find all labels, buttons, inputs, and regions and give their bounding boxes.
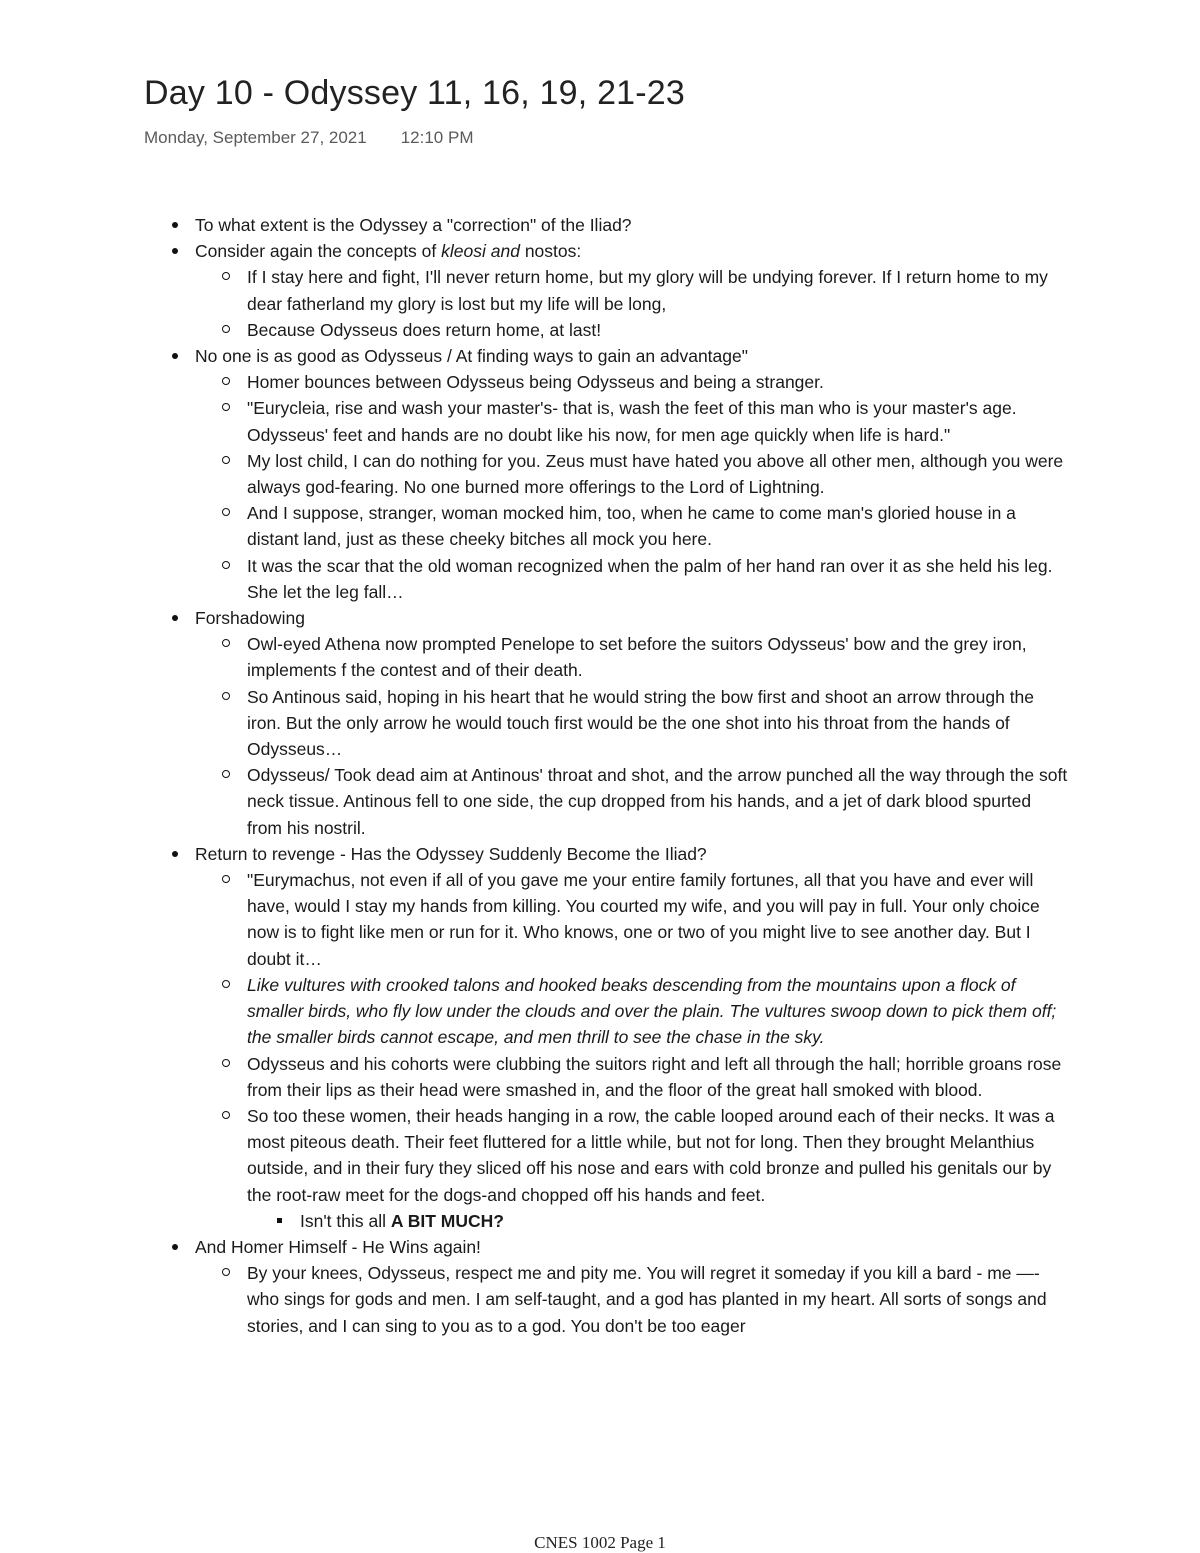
list-item: Forshadowing — [170, 605, 1070, 631]
sub-sub-list-item: Isn't this all A BIT MUCH? — [275, 1208, 1070, 1234]
sub-list-item: "Eurycleia, rise and wash your master's- that is, wash the feet of this man who is your master's age. Odysseus' feet and hands are no doubt like his now, for men age quickly when life is hard." — [222, 395, 1070, 447]
sub-list-item: So too these women, their heads hanging in a row, the cable looped around each of their necks. It was a most piteous death. Their feet fluttered for a little while, but not for long. Then they brought Melanthius outside, and in their fury they sliced off his nose and ears with cold bronze and pulled his genitals our by the root-raw meet for the dogs-and chopped off his hands and feet. — [222, 1103, 1070, 1208]
sub-list-item: Odysseus/ Took dead aim at Antinous' throat and shot, and the arrow punched all the way through the soft neck tissue. Antinous fell to one side, the cup dropped from his hands, and a jet of dark blood spurted from his nostril. — [222, 762, 1070, 841]
notes-body — [170, 212, 1070, 1339]
sub-list-item: It was the scar that the old woman recognized when the palm of her hand ran over it as she held his leg. She let the leg fall… — [222, 553, 1070, 605]
page-footer: CNES 1002 Page 1 — [534, 1533, 666, 1552]
sub-list-item: Homer bounces between Odysseus being Odysseus and being a stranger. — [222, 369, 1070, 395]
sub-list-item: Owl-eyed Athena now prompted Penelope to set before the suitors Odysseus' bow and the grey iron, implements f the contest and of their death. — [222, 631, 1070, 683]
sub-list-item: "Eurymachus, not even if all of you gave me your entire family fortunes, all that you have and ever will have, would I stay my hands from killing. You courted my wife, and you will pay in full. Your only choice now is to fight like men or run for it. Who knows, one or two of you might live to see another day. But I doubt it… — [222, 867, 1070, 972]
list-item: To what extent is the Odyssey a "correction" of the Iliad? — [170, 212, 1070, 238]
sub-list-item: My lost child, I can do nothing for you. Zeus must have hated you above all other men, although you were always god-fearing. No one burned more offerings to the Lord of Lightning. — [222, 448, 1070, 500]
time-label: 12:10 PM — [400, 128, 474, 147]
sub-list-item: By your knees, Odysseus, respect me and pity me. You will regret it someday if you kill a bard - me —- who sings for gods and men. I am self-taught, and a god has planted in my heart. All sorts of songs and stories, and I can sing to you as to a god. You don't be too eager — [222, 1260, 1070, 1339]
timestamp — [144, 128, 473, 148]
sub-list-item: So Antinous said, hoping in his heart that he would string the bow first and shoot an arrow through the iron. But the only arrow he would touch first would be the one shot into his throat from the hands of Odysseus… — [222, 684, 1070, 763]
sub-list-item: Odysseus and his cohorts were clubbing the suitors right and left all through the hall; horrible groans rose from their lips as their head were smashed in, and the floor of the great hall smoked with blood. — [222, 1051, 1070, 1103]
sub-list-item: If I stay here and fight, I'll never return home, but my glory will be undying forever. If I return home to my dear fatherland my glory is lost but my life will be long, — [222, 264, 1070, 316]
list-item: And Homer Himself - He Wins again! — [170, 1234, 1070, 1260]
page-title: Day 10 - Odyssey 11, 16, 19, 21-23 — [144, 74, 686, 112]
list-item: No one is as good as Odysseus / At finding ways to gain an advantage" — [170, 343, 1070, 369]
list-item: Return to revenge - Has the Odyssey Suddenly Become the Iliad? — [170, 841, 1070, 867]
sub-list-item: Like vultures with crooked talons and hooked beaks descending from the mountains upon a flock of smaller birds, who fly low under the clouds and over the plain. The vultures swoop down to pick them off; the smaller birds cannot escape, and men thrill to see the chase in the sky. — [222, 972, 1070, 1051]
date-label: Monday, September 27, 2021 — [144, 128, 367, 147]
sub-list-item: Because Odysseus does return home, at last! — [222, 317, 1070, 343]
list-item: Consider again the concepts of kleosi and nostos: — [170, 238, 1070, 264]
sub-list-item: And I suppose, stranger, woman mocked him, too, when he came to come man's gloried house in a distant land, just as these cheeky bitches all mock you here. — [222, 500, 1070, 552]
